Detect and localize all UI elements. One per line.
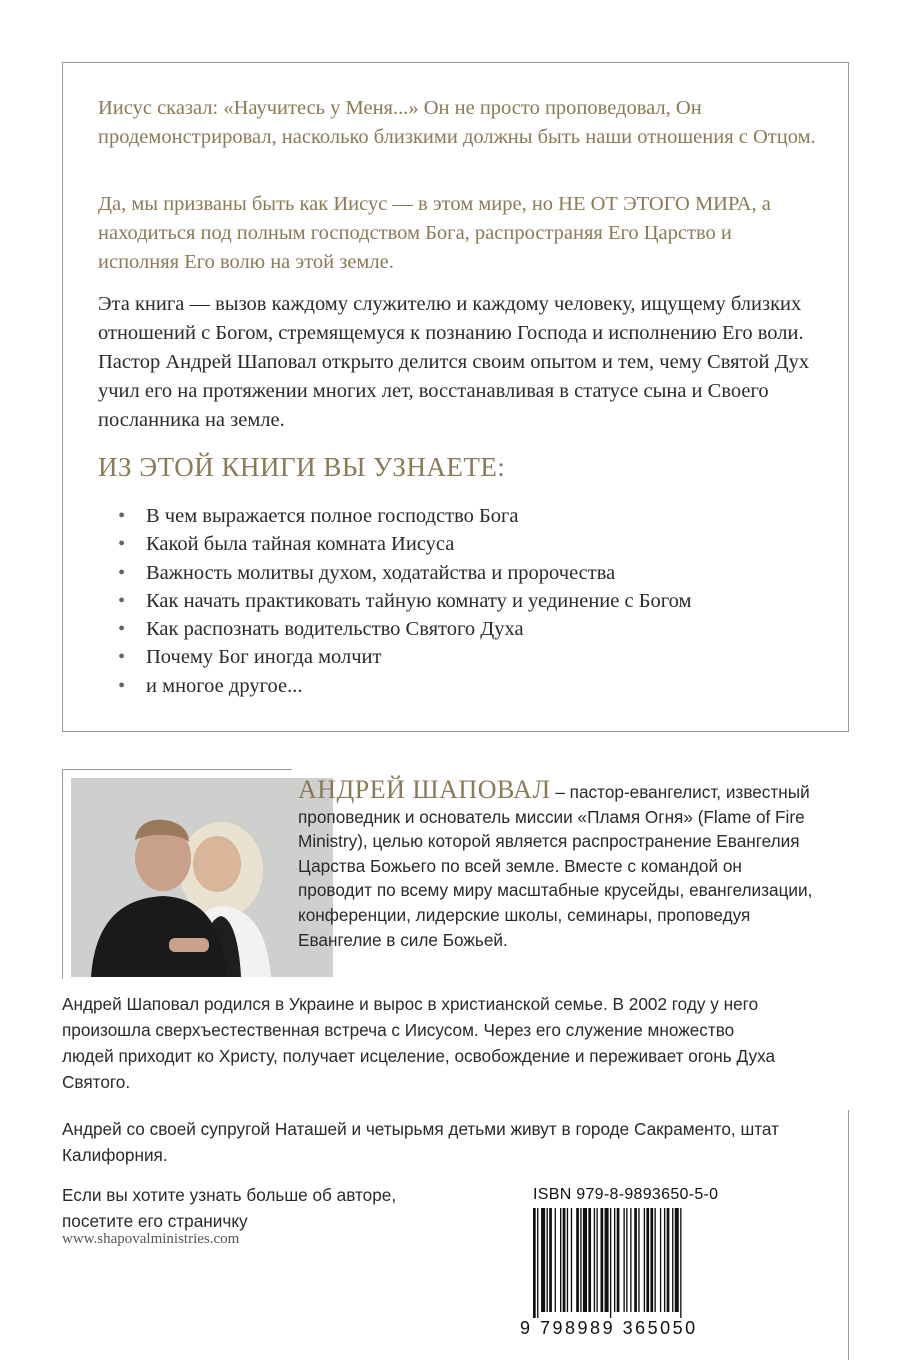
author-photo-frame [62,769,292,979]
barcode-bar [630,1208,631,1312]
barcode-bar [610,1208,611,1318]
barcode-bar [580,1208,581,1312]
intro-paragraph-2: Да, мы призваны быть как Иисус — в этом мире, но НЕ ОТ ЭТОГО МИРА, а находиться под полным господством Бога, распространяя Его Царство и исполняя Его волю на этой земле. [98,193,771,273]
barcode-bar [675,1208,679,1312]
author-website[interactable]: www.shapovalministries.com [62,1231,240,1247]
barcode-bar [567,1208,568,1312]
intro-paragraph-1: Иисус сказал: «Научитесь у Меня...» Он не просто проповедовал, Он продемонстрировал, насколько близкими должны быть наши отношения с Отцом. [98,97,816,148]
barcode-bar [594,1208,595,1312]
barcode-bar [638,1208,639,1312]
barcode-bar [596,1208,597,1312]
barcode-bar [664,1208,665,1312]
barcode-bar [549,1208,552,1312]
barcode-bar [634,1208,637,1312]
list-item: • Почему Бог иногда молчит [118,643,691,671]
barcode-bar [555,1208,556,1312]
corner-border-line [848,1110,849,1360]
barcode-bar [605,1208,609,1312]
list-item: • Какой была тайная комната Иисуса [118,530,691,558]
barcode-bar [560,1208,561,1312]
author-page-cta: Если вы хотите узнать больше об авторе, посетите его страничку [62,1185,397,1231]
author-bio-3: Андрей со своей супругой Наташей и четырьмя детьми живут в городе Сакраменто, штат Калифорния. [62,1119,779,1165]
learn-list [118,502,691,700]
list-item: • В чем выражается полное господство Бога [118,502,691,530]
list-item: • Как начать практиковать тайную комнату и уединение с Богом [118,587,691,615]
barcode-bar [547,1208,548,1312]
author-photo [71,778,333,977]
author-bio [298,775,818,952]
barcode-bar [601,1208,604,1312]
isbn-barcode [533,1208,723,1318]
barcode-bar [617,1208,620,1312]
barcode-bar [646,1208,649,1312]
barcode-bar [563,1208,566,1312]
author-bio-2: Андрей Шаповал родился в Украине и вырос в христианской семье. В 2002 году у него произошла сверхъестественная встреча с Иисусом. Через его служение множество людей приходит ко Христу, получает исцеление, освобождение и переживает огонь Духа Святого. [62,994,776,1092]
barcode-bar [672,1208,673,1312]
barcode-digits: 9 798989 365050 [520,1318,698,1338]
barcode-bar [576,1208,579,1312]
intro-paragraph-3: Эта книга — вызов каждому служителю и каждому человеку, ищущему близких отношений с Богом, стремящемуся к познанию Господа и исполнению Его воли. Пастор Андрей Шаповал открыто делится своим опытом и тем, чему Святой Дух учил его на протяжении многих лет, восстанавливая в статусе сына и Своего посланника на земле. [98,293,810,431]
barcode-bar [537,1208,538,1318]
barcode-bar [623,1208,624,1312]
learn-heading: ИЗ ЭТОЙ КНИГИ ВЫ УЗНАЕТЕ: [98,452,506,482]
barcode-bar [588,1208,591,1312]
barcode-bar [614,1208,615,1312]
barcode-bar [571,1208,572,1312]
author-bio-lead: – пастор-евангелист, известный проповедник и основатель миссии «Пламя Огня» (Flame of Fire Ministry), целью которой является распространение Евангелия Царства Божьего по всей земле. Вместе с командой он проводит по всему миру масштабные крусейды, евангелизации, конференции, лидерские школы, семинары, проповедуя Евангелие в силе Божьей. [298,782,813,950]
isbn-number: ISBN 979-8-9893650-5-0 [533,1186,719,1203]
list-item: • и многое другое... [118,672,691,700]
author-name: АНДРЕЙ ШАПОВАЛ [298,775,551,804]
barcode-bar [655,1208,656,1312]
barcode-bar [667,1208,670,1312]
barcode-bar [650,1208,653,1312]
barcode-bar [533,1208,536,1318]
barcode-bar [626,1208,627,1312]
barcode-bar [541,1208,545,1312]
list-item: • Важность молитвы духом, ходатайства и пророчества [118,559,691,587]
list-item: • Как распознать водительство Святого Духа [118,615,691,643]
barcode-bar [583,1208,587,1312]
barcode-bar [644,1208,645,1312]
author-photo-illustration [71,778,333,977]
barcode-bar [680,1208,681,1318]
barcode-bar [660,1208,661,1312]
